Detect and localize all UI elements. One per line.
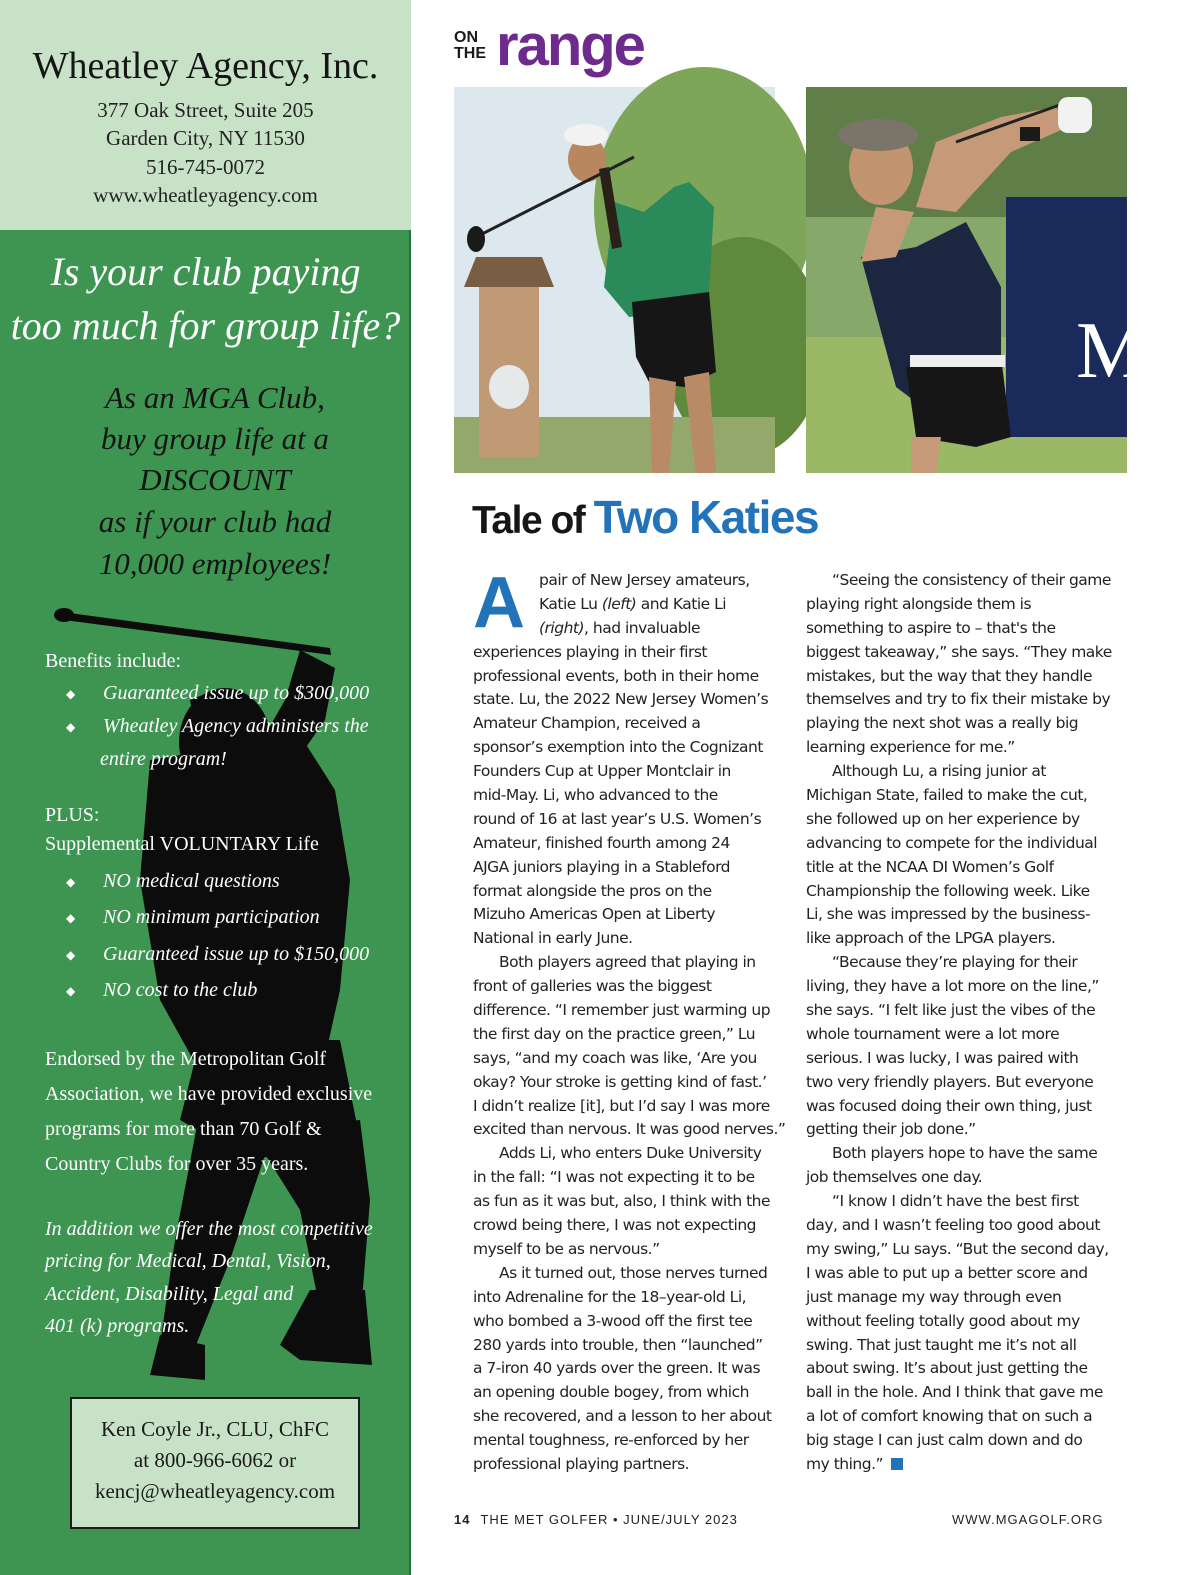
contact-email[interactable]: kencj@wheatleyagency.com [94, 1479, 336, 1503]
text-line: living, they have a lot more on the line,” [806, 977, 1099, 996]
text-line: a lot of comfort knowing that on such a [806, 1407, 1093, 1426]
text-line: front of galleries was the biggest [473, 977, 712, 996]
text-line [806, 1453, 1116, 1477]
text-line: serious. I was lucky, I was paired with [806, 1048, 1079, 1067]
photo-katie-li [806, 87, 1148, 473]
text-fragment: , had invaluable [584, 618, 701, 637]
supplemental-item: NO medical questions [103, 870, 280, 892]
agency-phone: 516-745-0072 [146, 155, 265, 179]
text-line: difference. “I remember just warming up [473, 1001, 771, 1020]
text-fragment: (left) [601, 594, 637, 613]
contact-phone: at 800-966-6062 or [133, 1448, 297, 1472]
contact-box [70, 1397, 360, 1529]
text-line: Amateur, finished fourth among 24 [473, 833, 730, 852]
headline-part-1: Tale of [472, 499, 594, 542]
text-line: something to aspire to – that's the [806, 618, 1056, 637]
golfer-silhouette-image [0, 0, 411, 1575]
supplemental-item: NO cost to the club [103, 979, 258, 1001]
text-line [473, 593, 783, 617]
text-line: As it turned out, those nerves turned [499, 1263, 768, 1282]
text-line: playing the next shot was a really big [806, 714, 1079, 733]
agency-website: www.wheatleyagency.com [93, 183, 318, 207]
photo-katie-lu [454, 87, 775, 473]
ad-offer-line: As an MGA Club, [105, 380, 325, 415]
text-line: “Seeing the consistency of their game [832, 571, 1111, 589]
text-line: playing right alongside them is [806, 594, 1032, 613]
supplemental-item: NO minimum participation [103, 906, 320, 928]
ad-headline-line1: Is your club paying [50, 249, 361, 294]
bullet-icon: ◆ [66, 948, 76, 962]
bullet-icon: ◆ [66, 984, 76, 998]
headline-part-2: Two Katies [593, 491, 819, 543]
text-line: “Because they’re playing for their [832, 953, 1078, 972]
text-line: Founders Cup at Upper Montclair in [473, 762, 731, 781]
text-line: day, and I wasn’t feeling too good about [806, 1216, 1100, 1235]
supplemental-item: Guaranteed issue up to $150,000 [103, 943, 370, 965]
insurance-advertisement [0, 0, 411, 1575]
agency-address-line2: Garden City, NY 11530 [106, 126, 305, 150]
text-line: whole tournament were a lot more [806, 1024, 1060, 1043]
benefit-item: Wheatley Agency administers the [103, 715, 369, 737]
text-line: my swing,” Lu says. “But the second day, [806, 1239, 1109, 1258]
text-line: round of 16 at last year’s U.S. Women’s [473, 809, 762, 828]
text-line: crowd being there, I was not expecting [473, 1216, 756, 1235]
text-line: Amateur Champion, received a [473, 714, 701, 733]
text-line: job themselves one day. [806, 1168, 983, 1187]
text-line: was focused doing their own thing, just [806, 1096, 1092, 1115]
text-line: themselves and try to fix their mistake by [806, 690, 1111, 709]
text-line: pair of New Jersey amateurs, [539, 571, 750, 589]
article-column-right [806, 569, 1116, 1477]
ad-headline-line2: too much for group life? [10, 303, 401, 348]
page-footer [454, 1512, 738, 1527]
text-line: just manage my way through even [806, 1287, 1062, 1306]
text-line: sponsor’s exemption into the Cognizant [473, 738, 763, 757]
bullet-icon: ◆ [66, 875, 76, 889]
text-line: a 7-iron 40 yards over the green. It was [473, 1359, 761, 1378]
text-line: mid-May. Li, who advanced to the [473, 786, 718, 805]
text-line: into Adrenaline for the 18–year-old Li, [473, 1287, 747, 1306]
text-line: without feeling totally good about my [806, 1311, 1080, 1330]
text-line: learning experience for me.” [806, 738, 1015, 757]
article-headline [472, 490, 818, 544]
article-column-left [473, 563, 786, 1477]
text-line: who bombed a 3-wood off the first tee [473, 1311, 753, 1330]
text-line: swing. That just taught me it’s not all [806, 1335, 1077, 1354]
text-line: biggest takeaway,” she says. “They make [806, 642, 1112, 661]
text-line: AJGA juniors playing in a Stableford [473, 857, 731, 876]
text-line: myself to be as nervous.” [473, 1239, 660, 1258]
text-line: professional events, both in their home [473, 666, 759, 685]
end-mark-icon [891, 1458, 903, 1470]
text-line: I was able to put up a better score and [806, 1263, 1088, 1282]
page-number: 14 [454, 1512, 471, 1527]
text-line: in the fall: “I was not expecting it to be [473, 1168, 755, 1187]
text-line: the first day on the practice green,” Lu [473, 1024, 756, 1043]
text-fragment: Katie Lu [539, 594, 602, 613]
endorsement-line: Association, we have provided exclusive [45, 1083, 373, 1105]
ad-offer-line: 10,000 employees! [98, 546, 332, 581]
text-line: 280 yards into trouble, then “launched” [473, 1335, 763, 1354]
text-line: getting their job done.” [806, 1120, 976, 1139]
plus-label: PLUS: [45, 804, 100, 826]
benefit-item: entire program! [100, 748, 227, 770]
text-line: Although Lu, a rising junior at [832, 762, 1046, 781]
text-line: she followed up on her experience by [806, 809, 1080, 828]
endorsement-line: Country Clubs for over 35 years. [45, 1153, 309, 1175]
text-fragment: and Katie Li [636, 594, 727, 613]
text-line: advancing to compete for the individual [806, 833, 1098, 852]
text-line: excited than nervous. It was good nerves.” [473, 1120, 786, 1139]
text-line: an opening double bogey, from which [473, 1383, 749, 1402]
supplemental-label: Supplemental VOLUNTARY Life [45, 833, 319, 855]
text-line: she recovered, and a lesson to her about [473, 1407, 772, 1426]
banner-letter: M [1076, 307, 1148, 395]
text-line: says, “and my coach was like, ‘Are you [473, 1048, 757, 1067]
agency-address-line1: 377 Oak Street, Suite 205 [97, 98, 314, 122]
footer-website[interactable]: WWW.MGAGOLF.ORG [952, 1512, 1104, 1527]
bullet-icon: ◆ [66, 687, 76, 701]
benefit-item: Guaranteed issue up to $300,000 [103, 682, 370, 704]
text-line: I didn’t realize [it], but I’d say I was more [473, 1096, 770, 1115]
text-line: okay? Your stroke is getting kind of fast.’ [473, 1072, 767, 1091]
text-line: about swing. It’s about just getting the [806, 1359, 1088, 1378]
publication-info: THE MET GOLFER • JUNE/JULY 2023 [480, 1512, 738, 1527]
text-line: Both players hope to have the same [832, 1144, 1098, 1163]
text-line: National in early June. [473, 929, 633, 948]
text-line: mental toughness, re-enforced by her [473, 1431, 749, 1450]
text-line: two very friendly players. But everyone [806, 1072, 1094, 1091]
text-line: “I know I didn’t have the best first [832, 1192, 1079, 1211]
additional-programs-line: In addition we offer the most competitive [45, 1218, 373, 1240]
ad-offer-line: buy group life at a [101, 421, 329, 456]
text-line: title at the NCAA DI Women’s Golf [806, 857, 1054, 876]
endorsement-line: programs for more than 70 Golf & [45, 1118, 322, 1140]
ad-offer-line: DISCOUNT [139, 462, 291, 497]
additional-programs-line: 401 (k) programs. [45, 1315, 190, 1337]
text-line: she says. “I felt like just the vibes of the [806, 1001, 1096, 1020]
text-line: mistakes, but the way that they handle [806, 666, 1093, 685]
benefits-label: Benefits include: [45, 650, 182, 672]
text-fragment: (right) [539, 618, 585, 637]
text-line: Both players agreed that playing in [499, 953, 756, 972]
bullet-icon: ◆ [66, 911, 76, 925]
agency-name: Wheatley Agency, Inc. [32, 45, 379, 87]
text-line: state. Lu, the 2022 New Jersey Women’s [473, 690, 769, 709]
text-line: professional playing partners. [473, 1454, 690, 1473]
endorsement-line: Endorsed by the Metropolitan Golf [45, 1048, 327, 1070]
additional-programs-line: Accident, Disability, Legal and [45, 1283, 294, 1305]
text-line: Li, she was impressed by the business- [806, 905, 1091, 924]
text-line: Adds Li, who enters Duke University [499, 1144, 762, 1163]
ad-offer-line: as if your club had [98, 504, 332, 539]
text-line: big stage I can just calm down and do [806, 1431, 1083, 1450]
section-tag-big: range [496, 13, 644, 78]
text-fragment: my thing.” [806, 1454, 884, 1473]
text-line: ball in the hole. And I think that gave me [806, 1383, 1103, 1402]
text-line: Mizuho Americas Open at Liberty [473, 905, 716, 924]
text-line: Championship the following week. Like [806, 881, 1090, 900]
drop-cap: A [473, 563, 525, 643]
text-line: format alongside the pros on the [473, 881, 712, 900]
contact-name: Ken Coyle Jr., CLU, ChFC [100, 1417, 330, 1441]
text-line [473, 617, 783, 641]
text-line: experiences playing in their first [473, 642, 708, 661]
text-line: Michigan State, failed to make the cut, [806, 786, 1088, 805]
section-tag-small: ON THE [454, 29, 486, 62]
additional-programs-line: pricing for Medical, Dental, Vision, [45, 1250, 331, 1272]
text-line: as fun as it was but, also, I think with the [473, 1192, 771, 1211]
bullet-icon: ◆ [66, 720, 76, 734]
text-line: like approach of the LPGA players. [806, 929, 1056, 948]
